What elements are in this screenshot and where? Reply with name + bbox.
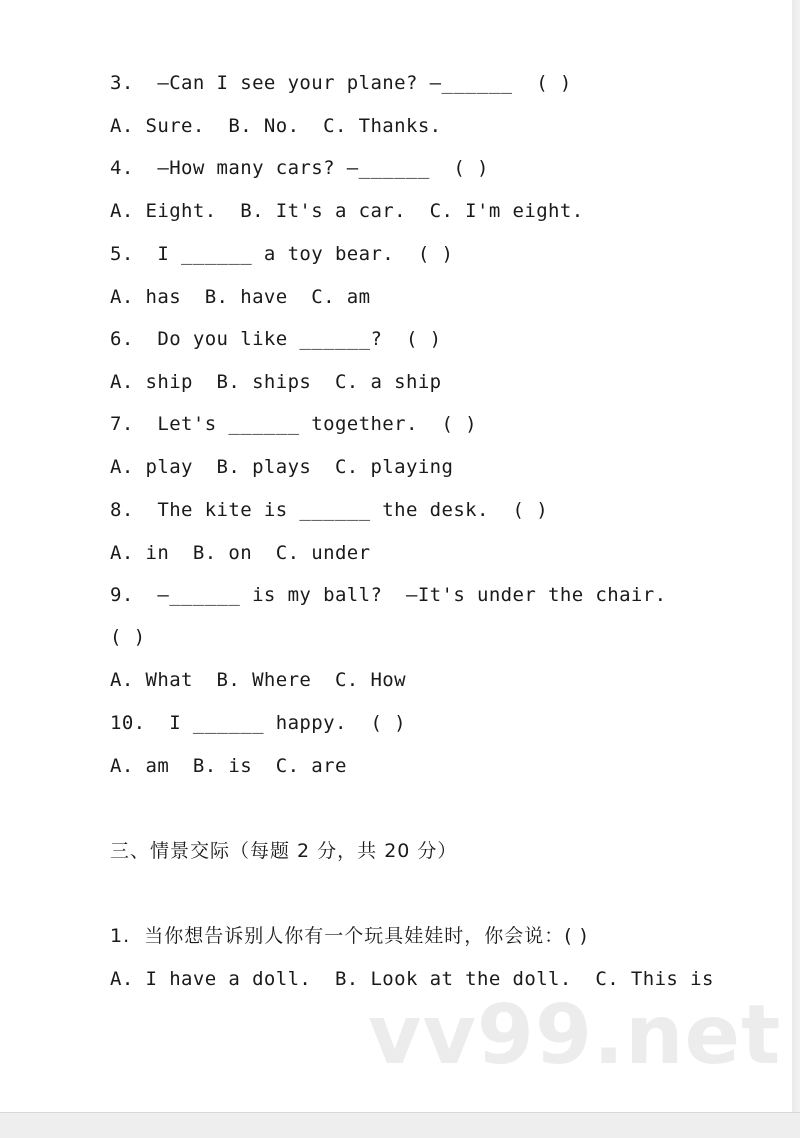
page-edge-shadow xyxy=(792,0,800,1137)
question-5: 5. I ______ a toy bear. ( ) xyxy=(110,243,454,265)
question-10-options: A. am B. is C. are xyxy=(110,755,347,777)
question-9: 9. —______ is my ball? —It's under the chair. xyxy=(110,584,667,606)
question-8-options: A. in B. on C. under xyxy=(110,542,371,564)
question-6-options: A. ship B. ships C. a ship xyxy=(110,371,442,393)
section-3-question-1: 1. 当你想告诉别人你有一个玩具娃娃时，你会说：( ) xyxy=(110,925,589,947)
section-3-question-1-options: A. I have a doll. B. Look at the doll. C. This is xyxy=(110,968,714,990)
section-3-heading: 三、情景交际（每题 2 分，共 20 分） xyxy=(110,840,458,862)
watermark: vv99.net xyxy=(368,988,782,1083)
question-5-options: A. has B. have C. am xyxy=(110,286,371,308)
viewer-bottom-bar xyxy=(0,1112,800,1138)
question-8: 8. The kite is ______ the desk. ( ) xyxy=(110,499,549,521)
question-9-options: A. What B. Where C. How xyxy=(110,669,406,691)
question-9-blank: ( ) xyxy=(110,626,146,648)
question-3: 3. —Can I see your plane? —______ ( ) xyxy=(110,72,572,94)
question-6: 6. Do you like ______? ( ) xyxy=(110,328,442,350)
question-7-options: A. play B. plays C. playing xyxy=(110,456,454,478)
question-7: 7. Let's ______ together. ( ) xyxy=(110,413,478,435)
question-4: 4. —How many cars? —______ ( ) xyxy=(110,157,489,179)
question-10: 10. I ______ happy. ( ) xyxy=(110,712,406,734)
question-4-options: A. Eight. B. It's a car. C. I'm eight. xyxy=(110,200,584,222)
question-3-options: A. Sure. B. No. C. Thanks. xyxy=(110,115,442,137)
